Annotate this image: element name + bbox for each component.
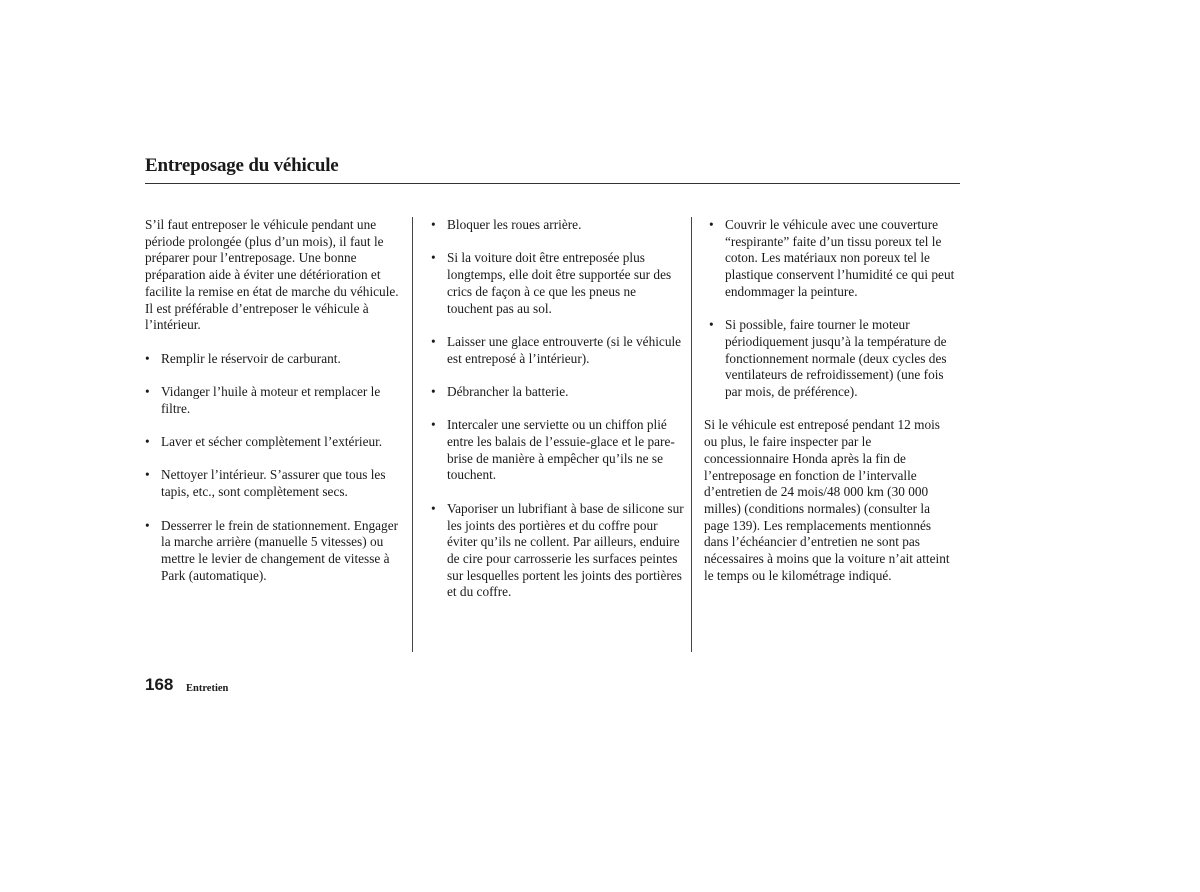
bullet-icon: • <box>431 500 436 516</box>
bullet-icon: • <box>709 317 714 333</box>
page-number: 168 <box>145 675 174 694</box>
list-item-text: Si possible, faire tourner le moteur périodiquement jusqu’à la température de fonctionnement normale (deux cycles des ventilateurs de refroidissement) (une fois par mois, de préférence). <box>725 317 947 400</box>
intro-paragraph: S’il faut entreposer le véhicule pendant une période prolongée (plus d’un mois), il faut le préparer pour l’entreposage. Une bonne préparation aide à éviter une détérioration et facilite la remise en état de marche du véhicule. Il est préférable d’entreposer le véhicule à l’intérieur. <box>145 217 399 333</box>
bullet-icon: • <box>431 417 436 433</box>
list-item-text: Bloquer les roues arrière. <box>447 217 582 232</box>
closing-paragraph: Si le véhicule est entreposé pendant 12 mois ou plus, le faire inspecter par le concessionnaire Honda après la fin de l’entreposage en fonction de l’intervalle d’entretien de 24 mois/48 000 km (30 000 milles) (conditions normales) (consulter la page 139). Les remplacements mentionnés dans l’échéancier d’entretien ne sont pas nécessaires à moins que la voiture n’ait atteint le temps ou le kilométrage indiqué. <box>704 417 950 583</box>
list-item <box>145 518 403 585</box>
list-item-text: Couvrir le véhicule avec une couverture “respirante” faite d’un tissu poreux tel le coton. Les matériaux non poreux tel le plastique conservent l’humidité ce qui peut endommager la peinture. <box>725 217 955 299</box>
list-item-text: Débrancher la batterie. <box>447 383 569 399</box>
column-1 <box>145 217 403 601</box>
column-divider <box>412 217 413 652</box>
list-item <box>145 351 403 368</box>
page-title: Entreposage du véhicule <box>145 155 339 176</box>
list-item <box>145 467 403 500</box>
bullet-icon: • <box>709 217 714 232</box>
bullet-icon: • <box>431 383 436 399</box>
list-item <box>431 250 685 317</box>
list-item <box>145 384 403 417</box>
column-3 <box>704 217 961 601</box>
title-divider <box>145 183 960 184</box>
list-item-text: Vaporiser un lubrifiant à base de silicone sur les joints des portières et du coffre pour éviter qu’ils ne collent. Par ailleurs, enduire de cire pour carrosserie les surfaces peintes sur lesquelles portent les joints des portières et du coffre. <box>447 500 684 600</box>
list-item-text: Laisser une glace entrouverte (si le véhicule est entreposé à l’intérieur). <box>447 333 682 366</box>
bullet-icon: • <box>431 250 436 266</box>
list-item <box>709 217 961 301</box>
list-item-text: Remplir le réservoir de carburant. <box>161 350 341 366</box>
column-2 <box>431 217 685 618</box>
list-item-text: Desserrer le frein de stationnement. Engager la marche arrière (manuelle 5 vitesses) ou mettre le levier de changement de vitesse à Park (automatique). <box>161 517 399 583</box>
section-label: Entretien <box>186 683 229 694</box>
bullet-icon: • <box>145 384 150 399</box>
bullet-icon: • <box>145 467 150 483</box>
bullet-icon: • <box>431 333 436 349</box>
list-item <box>145 434 403 451</box>
list-item-text: Nettoyer l’intérieur. S’assurer que tous les tapis, etc., sont complètement secs. <box>161 467 386 500</box>
bullet-icon: • <box>145 350 150 366</box>
list-item <box>431 417 685 484</box>
list-item-text: Si la voiture doit être entreposée plus longtemps, elle doit être supportée sur des crics de façon à ce que les pneus ne touchent pas au sol. <box>447 250 672 316</box>
list-item <box>431 217 685 234</box>
bullet-icon: • <box>145 517 150 533</box>
list-item <box>431 334 685 367</box>
list-item-text: Vidanger l’huile à moteur et remplacer le filtre. <box>161 384 381 416</box>
bullet-icon: • <box>145 434 150 450</box>
list-item-text: Laver et sécher complètement l’extérieur. <box>161 434 383 450</box>
list-item <box>431 501 685 601</box>
column-divider <box>691 217 692 652</box>
list-item-text: Intercaler une serviette ou un chiffon plié entre les balais de l’essuie-glace et le pare-brise de manière à empêcher qu’ils ne se touchent. <box>447 417 675 483</box>
list-item <box>709 317 961 401</box>
list-item <box>431 384 685 401</box>
bullet-icon: • <box>431 217 436 232</box>
